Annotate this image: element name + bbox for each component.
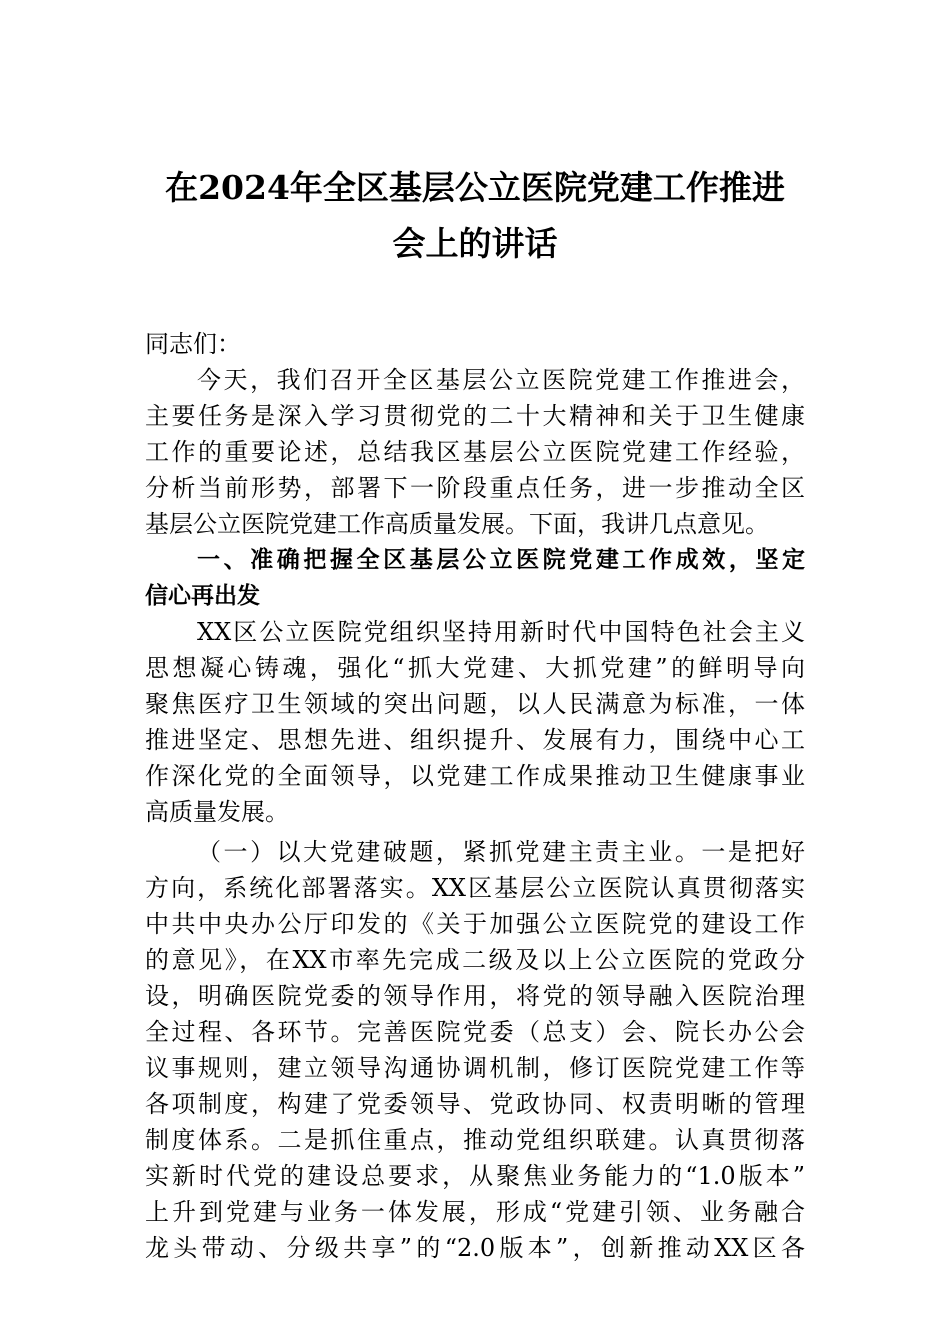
- paragraph-line: 聚焦医疗卫生领域的突出问题，以人民满意为标准，一体: [145, 690, 805, 718]
- title-line: 在2024年全区基层公立医院党建工作推进: [165, 168, 785, 207]
- paragraph-line: 中共中央办公厅印发的《关于加强公立医院党的建设工作: [145, 910, 805, 938]
- paragraph-line: 工作的重要论述，总结我区基层公立医院党建工作经验，: [145, 438, 805, 466]
- paragraph-line: 实新时代党的建设总要求，从聚焦业务能力的“1.0版本”: [145, 1162, 805, 1190]
- paragraph-line: 龙头带动、分级共享”的“2.0版本”，创新推动XX区各: [145, 1234, 805, 1262]
- paragraph-line: 高质量发展。: [145, 798, 289, 826]
- document-body: [145, 326, 805, 1266]
- paragraph-line: 分析当前形势，部署下一阶段重点任务，进一步推动全区: [145, 474, 805, 502]
- heading-line: 一、准确把握全区基层公立医院党建工作成效，坚定: [197, 547, 805, 573]
- paragraph-line: 推进坚定、思想先进、组织提升、发展有力，围绕中心工: [145, 726, 805, 754]
- paragraph-line: XX区公立医院党组织坚持用新时代中国特色社会主义: [197, 618, 805, 646]
- intro-paragraph: [145, 362, 805, 542]
- document-title: [145, 160, 805, 272]
- section-heading-1: [145, 542, 805, 614]
- paragraph-line: 的意见》，在XX市率先完成二级及以上公立医院的党政分: [145, 946, 805, 974]
- title-line: 会上的讲话: [392, 224, 558, 263]
- paragraph-line: 各项制度，构建了党委领导、党政协同、权责明晰的管理: [145, 1090, 805, 1118]
- paragraph-line: 方向，系统化部署落实。XX区基层公立医院认真贯彻落实: [145, 874, 805, 902]
- paragraph-line: 设，明确医院党委的领导作用，将党的领导融入医院治理: [145, 982, 805, 1010]
- paragraph-line: 今天，我们召开全区基层公立医院党建工作推进会，: [197, 366, 805, 394]
- paragraph-line: 全过程、各环节。完善医院党委（总支）会、院长办公会: [145, 1018, 805, 1046]
- paragraph-line: 上升到党建与业务一体发展，形成“党建引领、业务融合: [145, 1198, 805, 1226]
- paragraph-line: （一）以大党建破题，紧抓党建主责主业。一是把好: [197, 838, 805, 866]
- paragraph-line: 作深化党的全面领导，以党建工作成果推动卫生健康事业: [145, 762, 805, 790]
- paragraph-line: 基层公立医院党建工作高质量发展。下面，我讲几点意见。: [145, 510, 769, 538]
- paragraph-line: 主要任务是深入学习贯彻党的二十大精神和关于卫生健康: [145, 402, 805, 430]
- salutation: 同志们：: [145, 330, 241, 358]
- paragraph-line: 议事规则，建立领导沟通协调机制，修订医院党建工作等: [145, 1054, 805, 1082]
- section-1-paragraph: [145, 614, 805, 830]
- paragraph-line: 思想凝心铸魂，强化“抓大党建、大抓党建”的鲜明导向: [145, 654, 805, 682]
- paragraph-line: 制度体系。二是抓住重点，推动党组织联建。认真贯彻落: [145, 1126, 805, 1154]
- heading-line: 信心再出发: [145, 583, 260, 609]
- subsection-1-paragraph: [145, 834, 805, 1266]
